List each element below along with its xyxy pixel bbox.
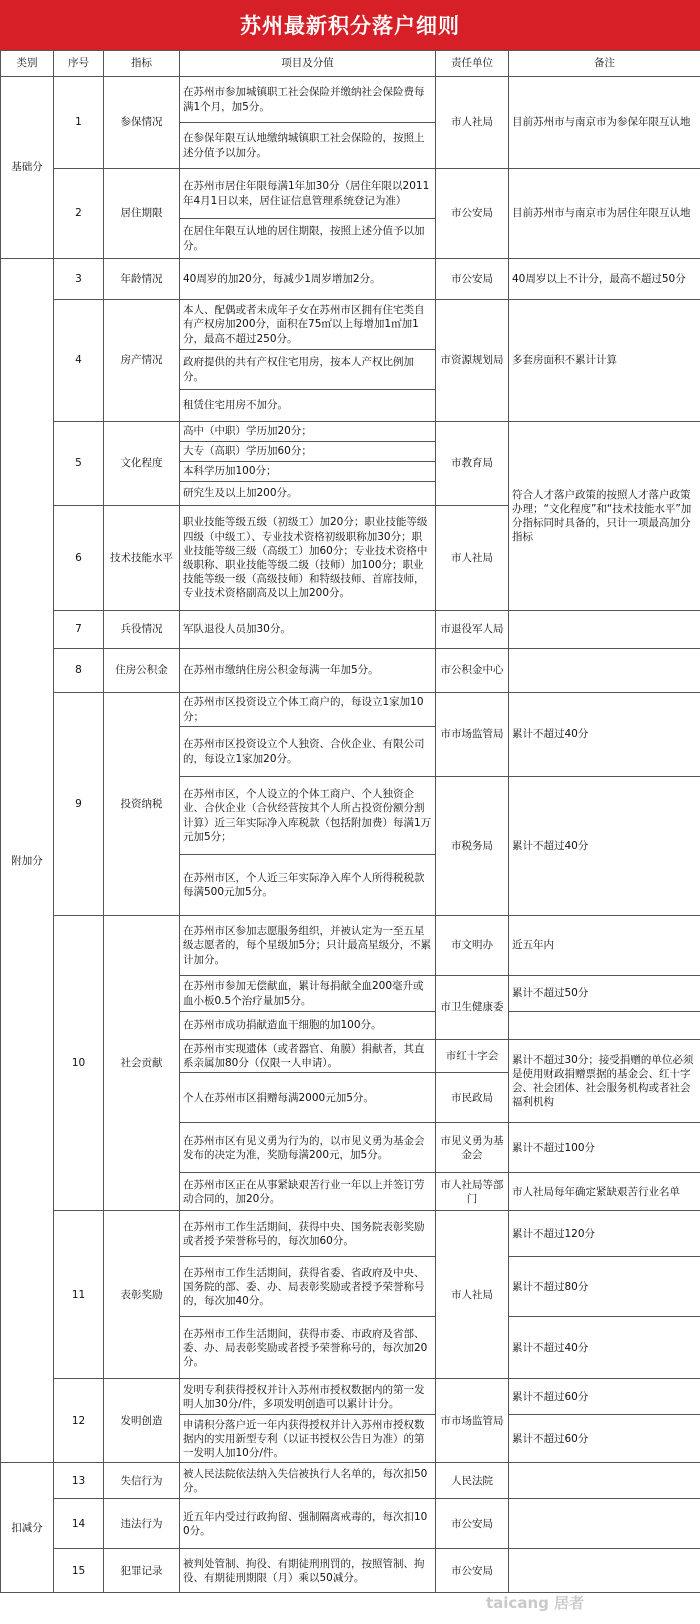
note-cell: 目前苏州市与南京市为居住年限互认地 bbox=[509, 169, 700, 259]
header-number: 序号 bbox=[54, 51, 104, 77]
indicator-cell: 发明创造 bbox=[104, 1379, 180, 1463]
note-cell: 累计不超过40分 bbox=[509, 777, 700, 916]
item-cell: 在苏州市缴纳住房公积金每满一年加5分。 bbox=[180, 649, 436, 693]
note-cell: 近五年内 bbox=[509, 916, 700, 976]
item-cell: 在苏州市实现遗体（或者器官、角膜）捐献者，其直系亲属加80分（仅限一人申请）。 bbox=[180, 1040, 436, 1073]
table-row bbox=[1, 1499, 700, 1549]
row-number: 6 bbox=[54, 506, 104, 611]
item-cell: 40周岁的加20分，每减少1周岁增加2分。 bbox=[180, 259, 436, 300]
item-cell: 在苏州市参加城镇职工社会保险并缴纳社会保险费每满1个月，加5分。 bbox=[180, 77, 436, 123]
note-cell: 累计不超过80分 bbox=[509, 1257, 700, 1317]
unit-cell: 市公安局 bbox=[436, 1499, 509, 1549]
item-cell: 军队退役人员加30分。 bbox=[180, 611, 436, 649]
unit-cell: 市人社局 bbox=[436, 506, 509, 611]
indicator-cell: 犯罪记录 bbox=[104, 1549, 180, 1593]
unit-cell: 市公安局 bbox=[436, 259, 509, 300]
note-cell: 累计不超过40分 bbox=[509, 1317, 700, 1379]
note-cell bbox=[509, 1549, 700, 1593]
unit-cell: 市公积金中心 bbox=[436, 649, 509, 693]
row-number: 1 bbox=[54, 77, 104, 169]
indicator-cell: 失信行为 bbox=[104, 1463, 180, 1499]
item-cell: 发明专利获得授权并计入苏州市授权数据内的第一发明人加30分/件，多项发明创造可以累计计分。 bbox=[180, 1379, 436, 1415]
item-cell: 本科学历加100分； bbox=[180, 462, 436, 482]
unit-cell: 市公安局 bbox=[436, 169, 509, 259]
table-row bbox=[1, 693, 700, 727]
table-row bbox=[1, 422, 700, 442]
note-cell bbox=[509, 649, 700, 693]
header-note: 备注 bbox=[509, 51, 700, 77]
indicator-cell: 技术技能水平 bbox=[104, 506, 180, 611]
header-indicator: 指标 bbox=[104, 51, 180, 77]
item-cell: 在苏州市区有见义勇为行为的，以市见义勇为基金会发布的决定为准，奖励每满200元，加5分。 bbox=[180, 1123, 436, 1173]
note-cell bbox=[509, 1012, 700, 1040]
row-number: 14 bbox=[54, 1499, 104, 1549]
item-cell: 研究生及以上加200分。 bbox=[180, 482, 436, 506]
note-cell: 累计不超过60分 bbox=[509, 1379, 700, 1415]
indicator-cell: 居住期限 bbox=[104, 169, 180, 259]
indicator-cell: 违法行为 bbox=[104, 1499, 180, 1549]
indicator-cell: 年龄情况 bbox=[104, 259, 180, 300]
unit-cell: 市卫生健康委 bbox=[436, 976, 509, 1040]
row-number: 4 bbox=[54, 300, 104, 422]
item-cell: 在苏州市工作生活期间，获得市委、市政府及省部、委、办、局表彰奖励或者授予荣誉称号的，每次加20分。 bbox=[180, 1317, 436, 1379]
row-number: 13 bbox=[54, 1463, 104, 1499]
unit-cell: 市民政局 bbox=[436, 1073, 509, 1123]
unit-cell: 人民法院 bbox=[436, 1463, 509, 1499]
unit-cell: 市文明办 bbox=[436, 916, 509, 976]
row-number: 9 bbox=[54, 693, 104, 916]
row-number: 8 bbox=[54, 649, 104, 693]
points-table bbox=[0, 50, 700, 1593]
unit-cell: 市市场监管局 bbox=[436, 1379, 509, 1463]
table-row bbox=[1, 1463, 700, 1499]
row-number: 2 bbox=[54, 169, 104, 259]
item-cell: 本人、配偶或者未成年子女在苏州市区拥有住宅类自有产权房加200分，面积在75㎡以上每增加1㎡加1分，最高不超过250分。 bbox=[180, 300, 436, 350]
unit-cell: 市人社局 bbox=[436, 1211, 509, 1379]
header-unit: 责任单位 bbox=[436, 51, 509, 77]
note-cell bbox=[509, 1499, 700, 1549]
indicator-cell: 参保情况 bbox=[104, 77, 180, 169]
category-cell: 附加分 bbox=[1, 259, 54, 1463]
unit-cell: 市退役军人局 bbox=[436, 611, 509, 649]
item-cell: 租赁住宅用房不加分。 bbox=[180, 390, 436, 422]
note-cell: 累计不超过120分 bbox=[509, 1211, 700, 1257]
note-cell: 累计不超过50分 bbox=[509, 976, 700, 1012]
note-cell: 累计不超过40分 bbox=[509, 693, 700, 777]
table-row bbox=[1, 1211, 700, 1257]
item-cell: 被判处管制、拘役、有期徒刑刑罚的，按照管制、拘役、有期徒刑期限（月）乘以50减分。 bbox=[180, 1549, 436, 1593]
table-header-row bbox=[1, 51, 700, 77]
item-cell: 在苏州市工作生活期间，获得中央、国务院表彰奖励或者授予荣誉称号的，每次加60分。 bbox=[180, 1211, 436, 1257]
page-title: 苏州最新积分落户细则 bbox=[0, 0, 700, 50]
table-row bbox=[1, 1549, 700, 1593]
note-cell: 累计不超过60分 bbox=[509, 1415, 700, 1463]
unit-cell: 市市场监管局 bbox=[436, 693, 509, 777]
note-cell bbox=[509, 1463, 700, 1499]
row-number: 7 bbox=[54, 611, 104, 649]
unit-cell: 市税务局 bbox=[436, 777, 509, 916]
unit-cell: 市资源规划局 bbox=[436, 300, 509, 422]
note-cell: 目前苏州市与南京市为参保年限互认地 bbox=[509, 77, 700, 169]
row-number: 15 bbox=[54, 1549, 104, 1593]
row-number: 3 bbox=[54, 259, 104, 300]
item-cell: 个人在苏州市区捐赠每满2000元加5分。 bbox=[180, 1073, 436, 1123]
note-cell: 市人社局每年确定紧缺艰苦行业名单 bbox=[509, 1173, 700, 1211]
unit-cell: 市红十字会 bbox=[436, 1040, 509, 1073]
note-cell: 40周岁以上不计分，最高不超过50分 bbox=[509, 259, 700, 300]
indicator-cell: 表彰奖励 bbox=[104, 1211, 180, 1379]
table-row bbox=[1, 300, 700, 350]
note-cell: 累计不超过100分 bbox=[509, 1123, 700, 1173]
item-cell: 申请积分落户近一年内获得授权并计入苏州市授权数据内的实用新型专利（以证书授权公告日为准）的第一发明人加10分/件。 bbox=[180, 1415, 436, 1463]
item-cell: 在苏州市区，个人设立的个体工商户、个人独资企业、合伙企业（合伙经营按其个人所占投资份额分割计算）近三年实际净入库税款（包括附加费）每满1万元加5分； bbox=[180, 777, 436, 855]
table-row bbox=[1, 169, 700, 219]
unit-cell: 市见义勇为基金会 bbox=[436, 1123, 509, 1173]
item-cell: 在苏州市居住年限每满1年加30分（居住年限以2011年4月1日以来，居住证信息管理系统登记为准） bbox=[180, 169, 436, 219]
item-cell: 被人民法院依法纳入失信被执行人名单的，每次扣50分。 bbox=[180, 1463, 436, 1499]
item-cell: 高中（中职）学历加20分； bbox=[180, 422, 436, 442]
unit-cell: 市教育局 bbox=[436, 422, 509, 506]
row-number: 10 bbox=[54, 916, 104, 1211]
header-category: 类别 bbox=[1, 51, 54, 77]
item-cell: 职业技能等级五级（初级工）加20分；职业技能等级四级（中级工）、专业技术资格初级职称加30分；职业技能等级三级（高级工）加60分；专业技术资格中级职称、职业技能等级二级（技师）加100分；职业技能等级一级（高级技师）和特级技师、首席技师，专业技术资格副高及以上加200分。 bbox=[180, 506, 436, 611]
note-cell: 多套房面积不累计计算 bbox=[509, 300, 700, 422]
indicator-cell: 文化程度 bbox=[104, 422, 180, 506]
item-cell: 在苏州市区投资设立个人独资、合伙企业、有限公司的，每设立1家加20分。 bbox=[180, 727, 436, 777]
indicator-cell: 兵役情况 bbox=[104, 611, 180, 649]
item-cell: 在苏州市区，个人近三年实际净入库个人所得税税款每满500元加5分。 bbox=[180, 855, 436, 916]
item-cell: 在苏州市区正在从事紧缺艰苦行业一年以上并签订劳动合同的，加20分。 bbox=[180, 1173, 436, 1211]
indicator-cell: 住房公积金 bbox=[104, 649, 180, 693]
category-cell: 扣减分 bbox=[1, 1463, 54, 1593]
item-cell: 在苏州市区投资设立个体工商户的，每设立1家加10分； bbox=[180, 693, 436, 727]
category-cell: 基础分 bbox=[1, 77, 54, 259]
item-cell: 在居住年限互认地的居住期限，按照上述分值予以加分。 bbox=[180, 219, 436, 259]
item-cell: 政府提供的共有产权住宅用房，按本人产权比例加分。 bbox=[180, 350, 436, 390]
row-number: 11 bbox=[54, 1211, 104, 1379]
indicator-cell: 社会贡献 bbox=[104, 916, 180, 1211]
table-row bbox=[1, 259, 700, 300]
note-cell: 累计不超过30分；接受捐赠的单位必须是使用财政捐赠票据的基金会、红十字会、社会团体、社会服务机构或者社会福利机构 bbox=[509, 1040, 700, 1123]
item-cell: 在参保年限互认地缴纳城镇职工社会保险的，按照上述分值予以加分。 bbox=[180, 123, 436, 169]
row-number: 12 bbox=[54, 1379, 104, 1463]
item-cell: 在苏州市成功捐献造血干细胞的加100分。 bbox=[180, 1012, 436, 1040]
table-row bbox=[1, 649, 700, 693]
talent-note-cell: 符合人才落户政策的按照人才落户政策办理；“文化程度”和“技术技能水平”加分指标同时具备的，只计一项最高加分指标 bbox=[509, 422, 700, 611]
table-row bbox=[1, 77, 700, 123]
indicator-cell: 投资纳税 bbox=[104, 693, 180, 916]
item-cell: 在苏州市参加无偿献血，累计每捐献全血200毫升或血小板0.5个治疗量加5分。 bbox=[180, 976, 436, 1012]
table-row bbox=[1, 611, 700, 649]
unit-cell: 市人社局等部门 bbox=[436, 1173, 509, 1211]
item-cell: 在苏州市区参加志愿服务组织，并被认定为一至五星级志愿者的，每个星级加5分；只计最高星级分，不累计加分。 bbox=[180, 916, 436, 976]
item-cell: 近五年内受过行政拘留、强制隔离戒毒的，每次扣100分。 bbox=[180, 1499, 436, 1549]
table-row bbox=[1, 916, 700, 976]
unit-cell: 市公安局 bbox=[436, 1549, 509, 1593]
item-cell: 在苏州市工作生活期间，获得省委、省政府及中央、国务院的部、委、办、局表彰奖励或者授予荣誉称号的，每次加40分。 bbox=[180, 1257, 436, 1317]
note-cell bbox=[509, 611, 700, 649]
row-number: 5 bbox=[54, 422, 104, 506]
watermark-text: taicang 居者 bbox=[486, 1594, 585, 1612]
unit-cell: 市人社局 bbox=[436, 77, 509, 169]
header-items: 项目及分值 bbox=[180, 51, 436, 77]
indicator-cell: 房产情况 bbox=[104, 300, 180, 422]
table-row bbox=[1, 1379, 700, 1415]
item-cell: 大专（高职）学历加60分； bbox=[180, 442, 436, 462]
